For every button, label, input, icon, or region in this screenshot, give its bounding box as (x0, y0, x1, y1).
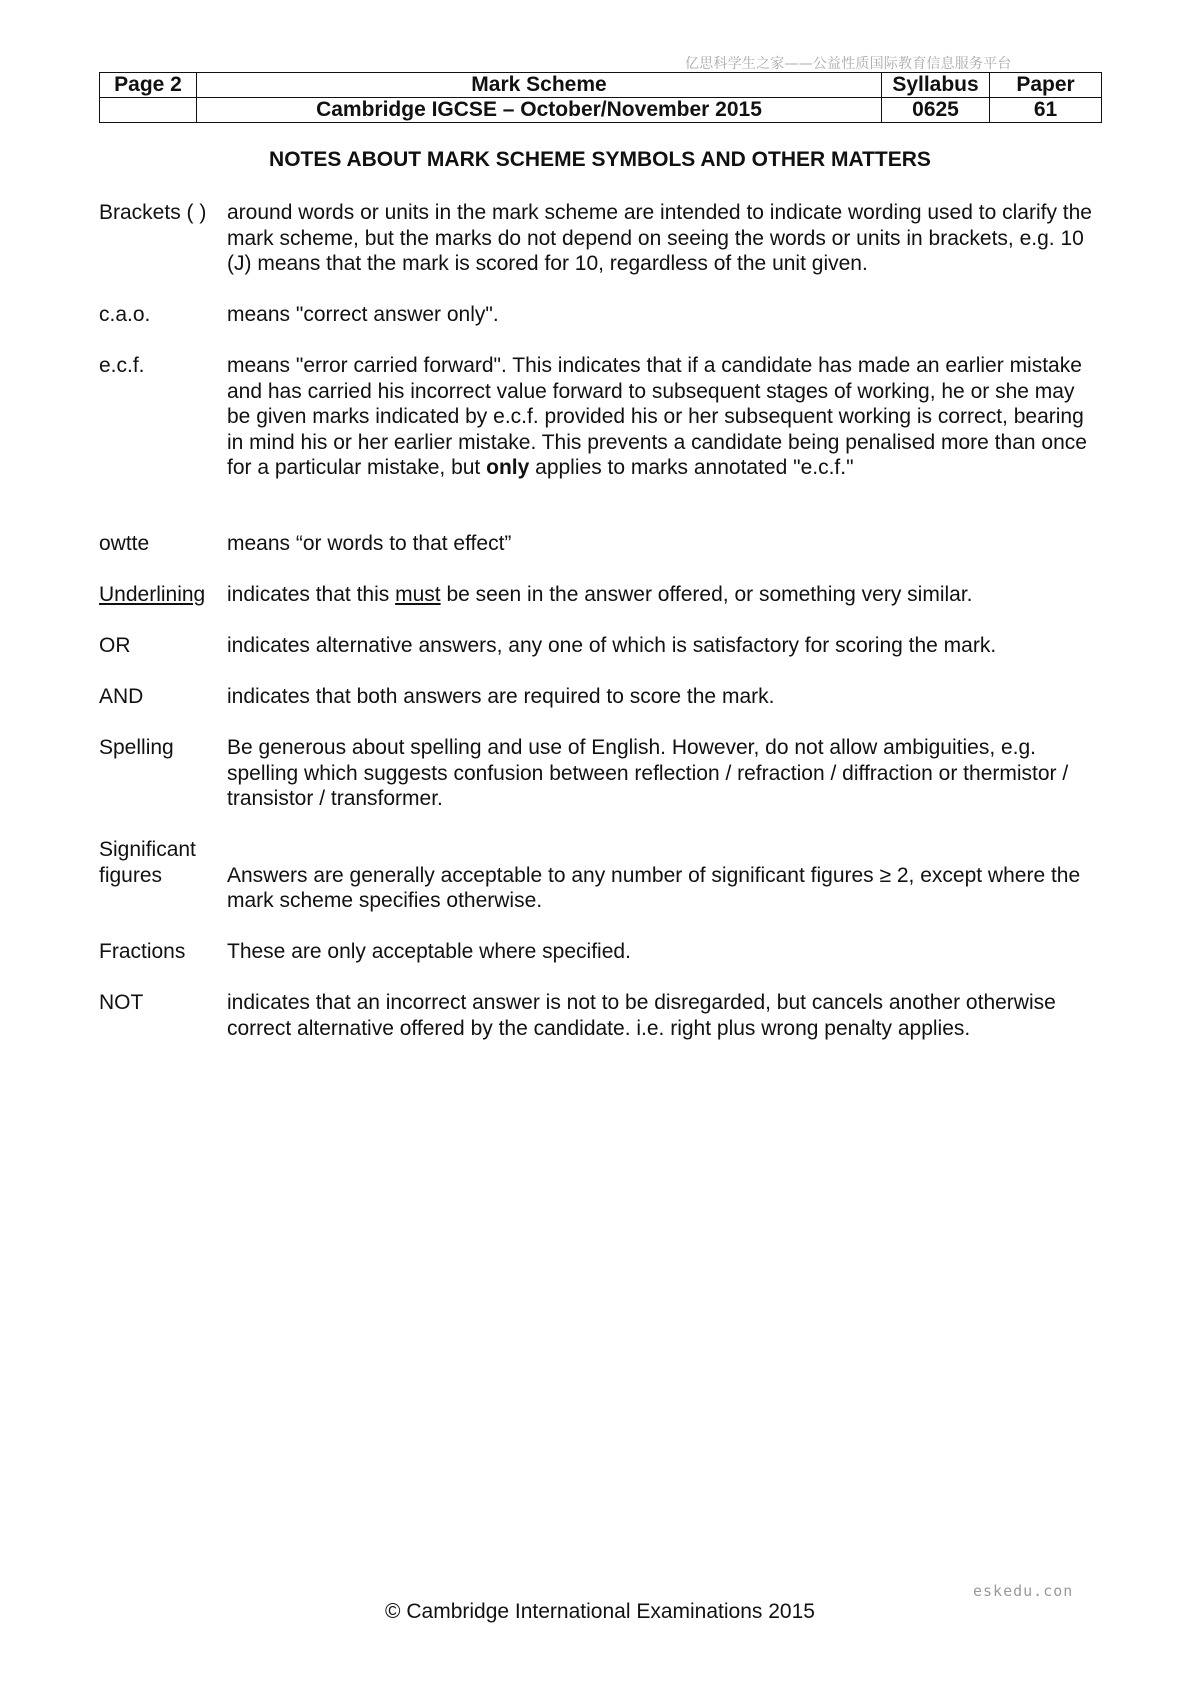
term-significant-line2: figures (99, 863, 163, 887)
syllabus-value: 0625 (882, 98, 990, 123)
header-row-2 (100, 98, 1102, 123)
desc-underlining-part2: be seen in the answer offered, or something very similar. (446, 583, 973, 606)
term-not: NOT (99, 991, 144, 1014)
desc-ecf-part2: applies to marks annotated "e.c.f." (535, 456, 854, 479)
paper-value: 61 (990, 98, 1102, 123)
desc-ecf-bold: only (486, 456, 530, 479)
notes-title: NOTES ABOUT MARK SCHEME SYMBOLS AND OTHER MATTERS (269, 148, 931, 171)
desc-not: indicates that an incorrect answer is not to be disregarded, but cancels another otherwise correct alternative offered by the candidate. i.e. right plus wrong penalty applies. (227, 991, 1056, 1040)
desc-fractions: These are only acceptable where specified. (227, 940, 631, 963)
term-cao: c.a.o. (99, 303, 151, 326)
watermark-top: 亿思科学生之家——公益性质国际教育信息服务平台 (685, 56, 1012, 72)
term-brackets: Brackets ( ) (99, 201, 207, 224)
desc-ecf-part1: means "error carried forward". This indicates that if a candidate has made an earlier mistake and has carried his incorrect value forward to subsequent stages of working, he or she may be given marks indicated by e.c.f. provided his or her subsequent working is correct, bearing in mind his or her earlier mistake. This prevents a candidate being penalised more than once for a particular mistake, but (227, 354, 1087, 479)
page-number: Page 2 (100, 73, 197, 98)
header-empty-cell (100, 98, 197, 123)
desc-underlining (227, 582, 1102, 608)
desc-significant-figures: Answers are generally acceptable to any number of significant figures ≥ 2, except where the mark scheme specifies otherwise. (227, 863, 1081, 912)
term-ecf: e.c.f. (99, 354, 145, 377)
paper-label: Paper (990, 73, 1102, 98)
desc-owtte: means “or words to that effect” (227, 532, 512, 555)
term-owtte: owtte (99, 532, 150, 555)
desc-spelling: Be generous about spelling and use of English. However, do not allow ambiguities, e.g. spelling which suggests confusion between reflection / refraction / diffraction or thermistor / transistor / transformer. (227, 736, 1069, 810)
watermark-bottom: eskedu.con (973, 1582, 1074, 1600)
desc-underlining-must: must (395, 583, 441, 606)
term-fractions: Fractions (99, 940, 186, 963)
header-table (99, 72, 1102, 123)
document-title: Mark Scheme (197, 73, 882, 98)
term-significant-figures (99, 837, 224, 888)
desc-brackets: around words or units in the mark scheme are intended to indicate wording used to clarify the mark scheme, but the marks do not depend on seeing the words or units in brackets, e.g. 10 (J) means that the mark is scored for 10, regardless of the unit given. (227, 201, 1092, 275)
term-spelling: Spelling (99, 736, 174, 759)
term-and: AND (99, 685, 144, 708)
desc-cao: means "correct answer only". (227, 303, 499, 326)
desc-ecf (227, 353, 1102, 481)
term-underlining: Underlining (99, 583, 206, 606)
syllabus-label: Syllabus (882, 73, 990, 98)
term-significant-line1: Significant (99, 838, 196, 861)
footer-copyright: © Cambridge International Examinations 2015 (385, 1600, 815, 1623)
term-or: OR (99, 634, 131, 657)
header-row-1 (100, 73, 1102, 98)
document-subtitle: Cambridge IGCSE – October/November 2015 (197, 98, 882, 123)
desc-or: indicates alternative answers, any one of which is satisfactory for scoring the mark. (227, 634, 997, 657)
desc-and: indicates that both answers are required to score the mark. (227, 685, 775, 708)
desc-underlining-part1: indicates that this (227, 583, 390, 606)
